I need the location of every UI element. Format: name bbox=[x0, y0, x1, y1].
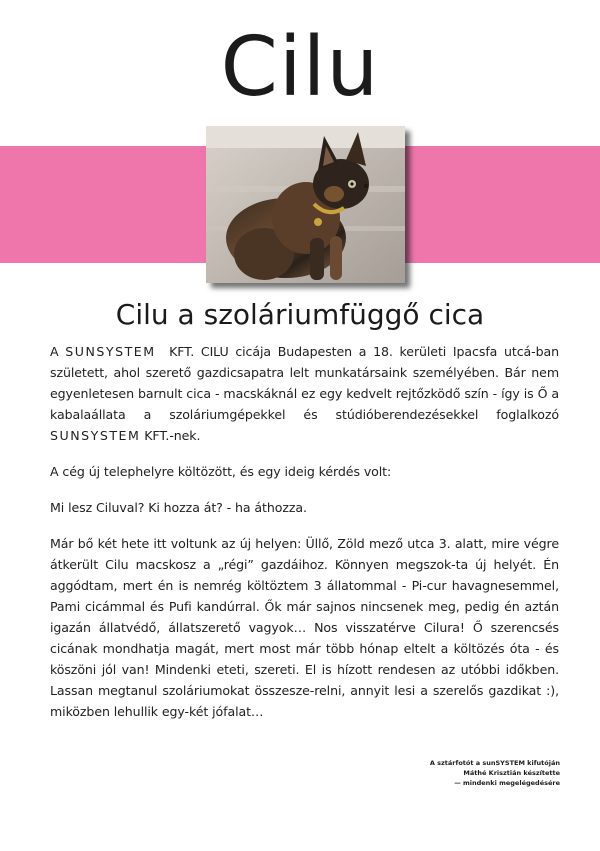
credit-line: — mindenki megelégedésére bbox=[454, 779, 560, 787]
paragraph-4: Már bő két hete itt voltunk az új helyen: Üllő, Zöld mező utca 3. alatt, mire végre átkerült Cilu macskosz a „régi” gazdáihoz. Könnyen megszok-ta új helyét. Én aggódtam, mert én is nemrég költöztem 3 állatommal - Pi-cur havagnesemmel, Pami cicámmal és Pufi kandúrral. Ők már sajnos nincsenek meg, pedig én aztán igazán állatvédő, állatszerető vagyok… Nos visszatérve Cilura! Ő szerencsés cicának mondhatja magát, mert most már több hónap eltelt a költözés óta - és köszöni jól van! Mindenki eteti, szereti. El is hízott rendesen az utóbbi időkben. Lassan megtanul szoláriumokat összesze-relni, annyit lesi a szerelős gazdikat :), miközben lehullik egy-két jófalat… bbox=[50, 536, 559, 719]
brand-name: SUNSYSTEM bbox=[50, 428, 141, 443]
credit-line: A sztárfotót a sunSYSTEM kifutóján bbox=[429, 759, 560, 767]
brand-name: SUNSYSTEM bbox=[65, 344, 156, 359]
photo-credit bbox=[300, 758, 560, 788]
text-segment: KFT. CILU cicája Budapesten a 18. kerületi Ipacsfa utcá-ban született, ahol szerető gazdicsapatra lelt munkatársaink személyében. Bár nem egyenletesen barnult cica - macskáknál ez egy kedvelt rejtőzködő szín - így is Ő a kabalaállata a szoláriumgépekkel és stúdióberendezésekkel foglalkozó bbox=[50, 344, 560, 422]
cat-photo-image bbox=[206, 126, 405, 283]
cat-photo bbox=[206, 126, 405, 283]
paragraph-1 bbox=[50, 341, 559, 446]
text-segment: KFT.-nek. bbox=[144, 428, 201, 443]
paragraph-3: Mi lesz Ciluval? Ki hozza át? - ha áthozza. bbox=[50, 500, 307, 515]
page-title: Cilu bbox=[220, 20, 380, 115]
article-body bbox=[50, 341, 559, 737]
text-segment: A bbox=[50, 344, 59, 359]
credit-line: Máthé Krisztián készítette bbox=[463, 769, 560, 777]
paragraph-2: A cég új telephelyre költözött, és egy ideig kérdés volt: bbox=[50, 464, 392, 479]
article-subtitle: Cilu a szoláriumfüggő cica bbox=[115, 298, 485, 331]
